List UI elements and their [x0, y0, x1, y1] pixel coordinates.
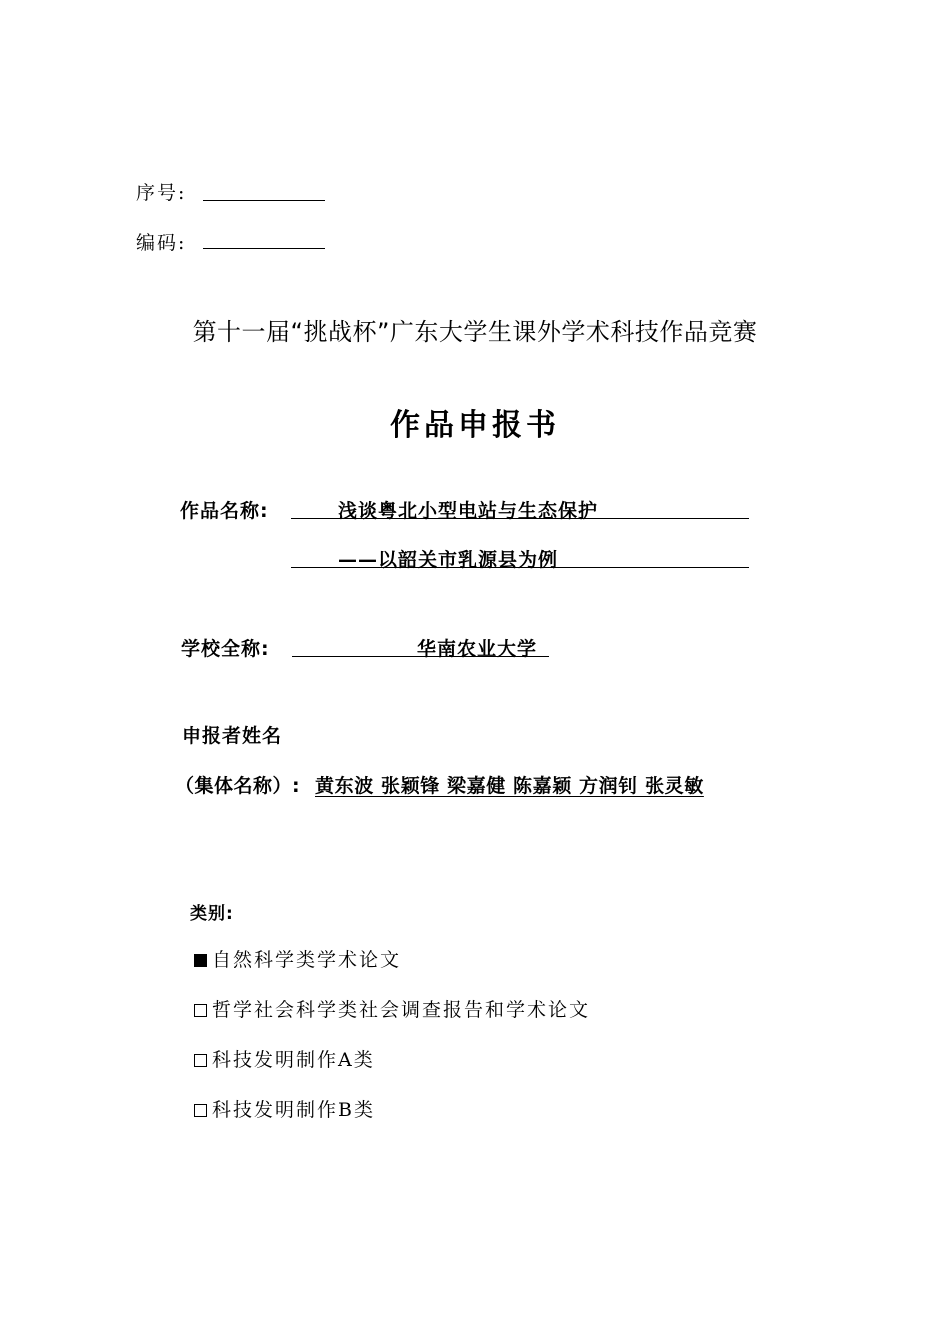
applicants-label-line2: （集体名称）:: [175, 775, 301, 797]
category-item-label: 科技发明制作B类: [212, 1099, 375, 1121]
code-input-line[interactable]: [203, 248, 325, 249]
school-label: 学校全称:: [181, 638, 270, 660]
school-field: [292, 630, 549, 660]
serial-label: 序号:: [136, 182, 187, 204]
category-item-label: 科技发明制作A类: [212, 1049, 375, 1071]
work-name-line2-field: [291, 541, 749, 571]
document-title: 作品申报书: [390, 408, 560, 443]
checkbox-checked-icon[interactable]: [194, 954, 207, 967]
category-item-invention-a[interactable]: [194, 1045, 375, 1072]
checkbox-icon[interactable]: [194, 1054, 207, 1067]
checkbox-icon[interactable]: [194, 1104, 207, 1117]
category-heading: 类别:: [190, 904, 234, 924]
work-name-line1-field: [291, 492, 749, 522]
competition-title: 第十一届“挑战杯”广东大学生课外学术科技作品竞赛: [192, 318, 758, 346]
code-label: 编码:: [136, 232, 187, 254]
work-name-line1: 浅谈粤北小型电站与生态保护: [338, 500, 599, 522]
work-name-label: 作品名称:: [180, 500, 269, 522]
category-item-invention-b[interactable]: [194, 1095, 375, 1122]
applicant-names: 黄东波 张颖锋 梁嘉健 陈嘉颖 方润钊 张灵敏: [315, 775, 704, 797]
work-name-line2: ——以韶关市乳源县为例: [338, 549, 559, 571]
category-item-label: 自然科学类学术论文: [212, 949, 402, 971]
serial-input-line[interactable]: [203, 200, 325, 201]
school-value: 华南农业大学: [417, 638, 538, 660]
applicants-label-line1: 申报者姓名: [182, 725, 283, 747]
category-item-social-science[interactable]: [194, 995, 590, 1022]
category-item-natural-science[interactable]: [194, 945, 401, 972]
category-item-label: 哲学社会科学类社会调查报告和学术论文: [212, 999, 591, 1021]
checkbox-icon[interactable]: [194, 1004, 207, 1017]
